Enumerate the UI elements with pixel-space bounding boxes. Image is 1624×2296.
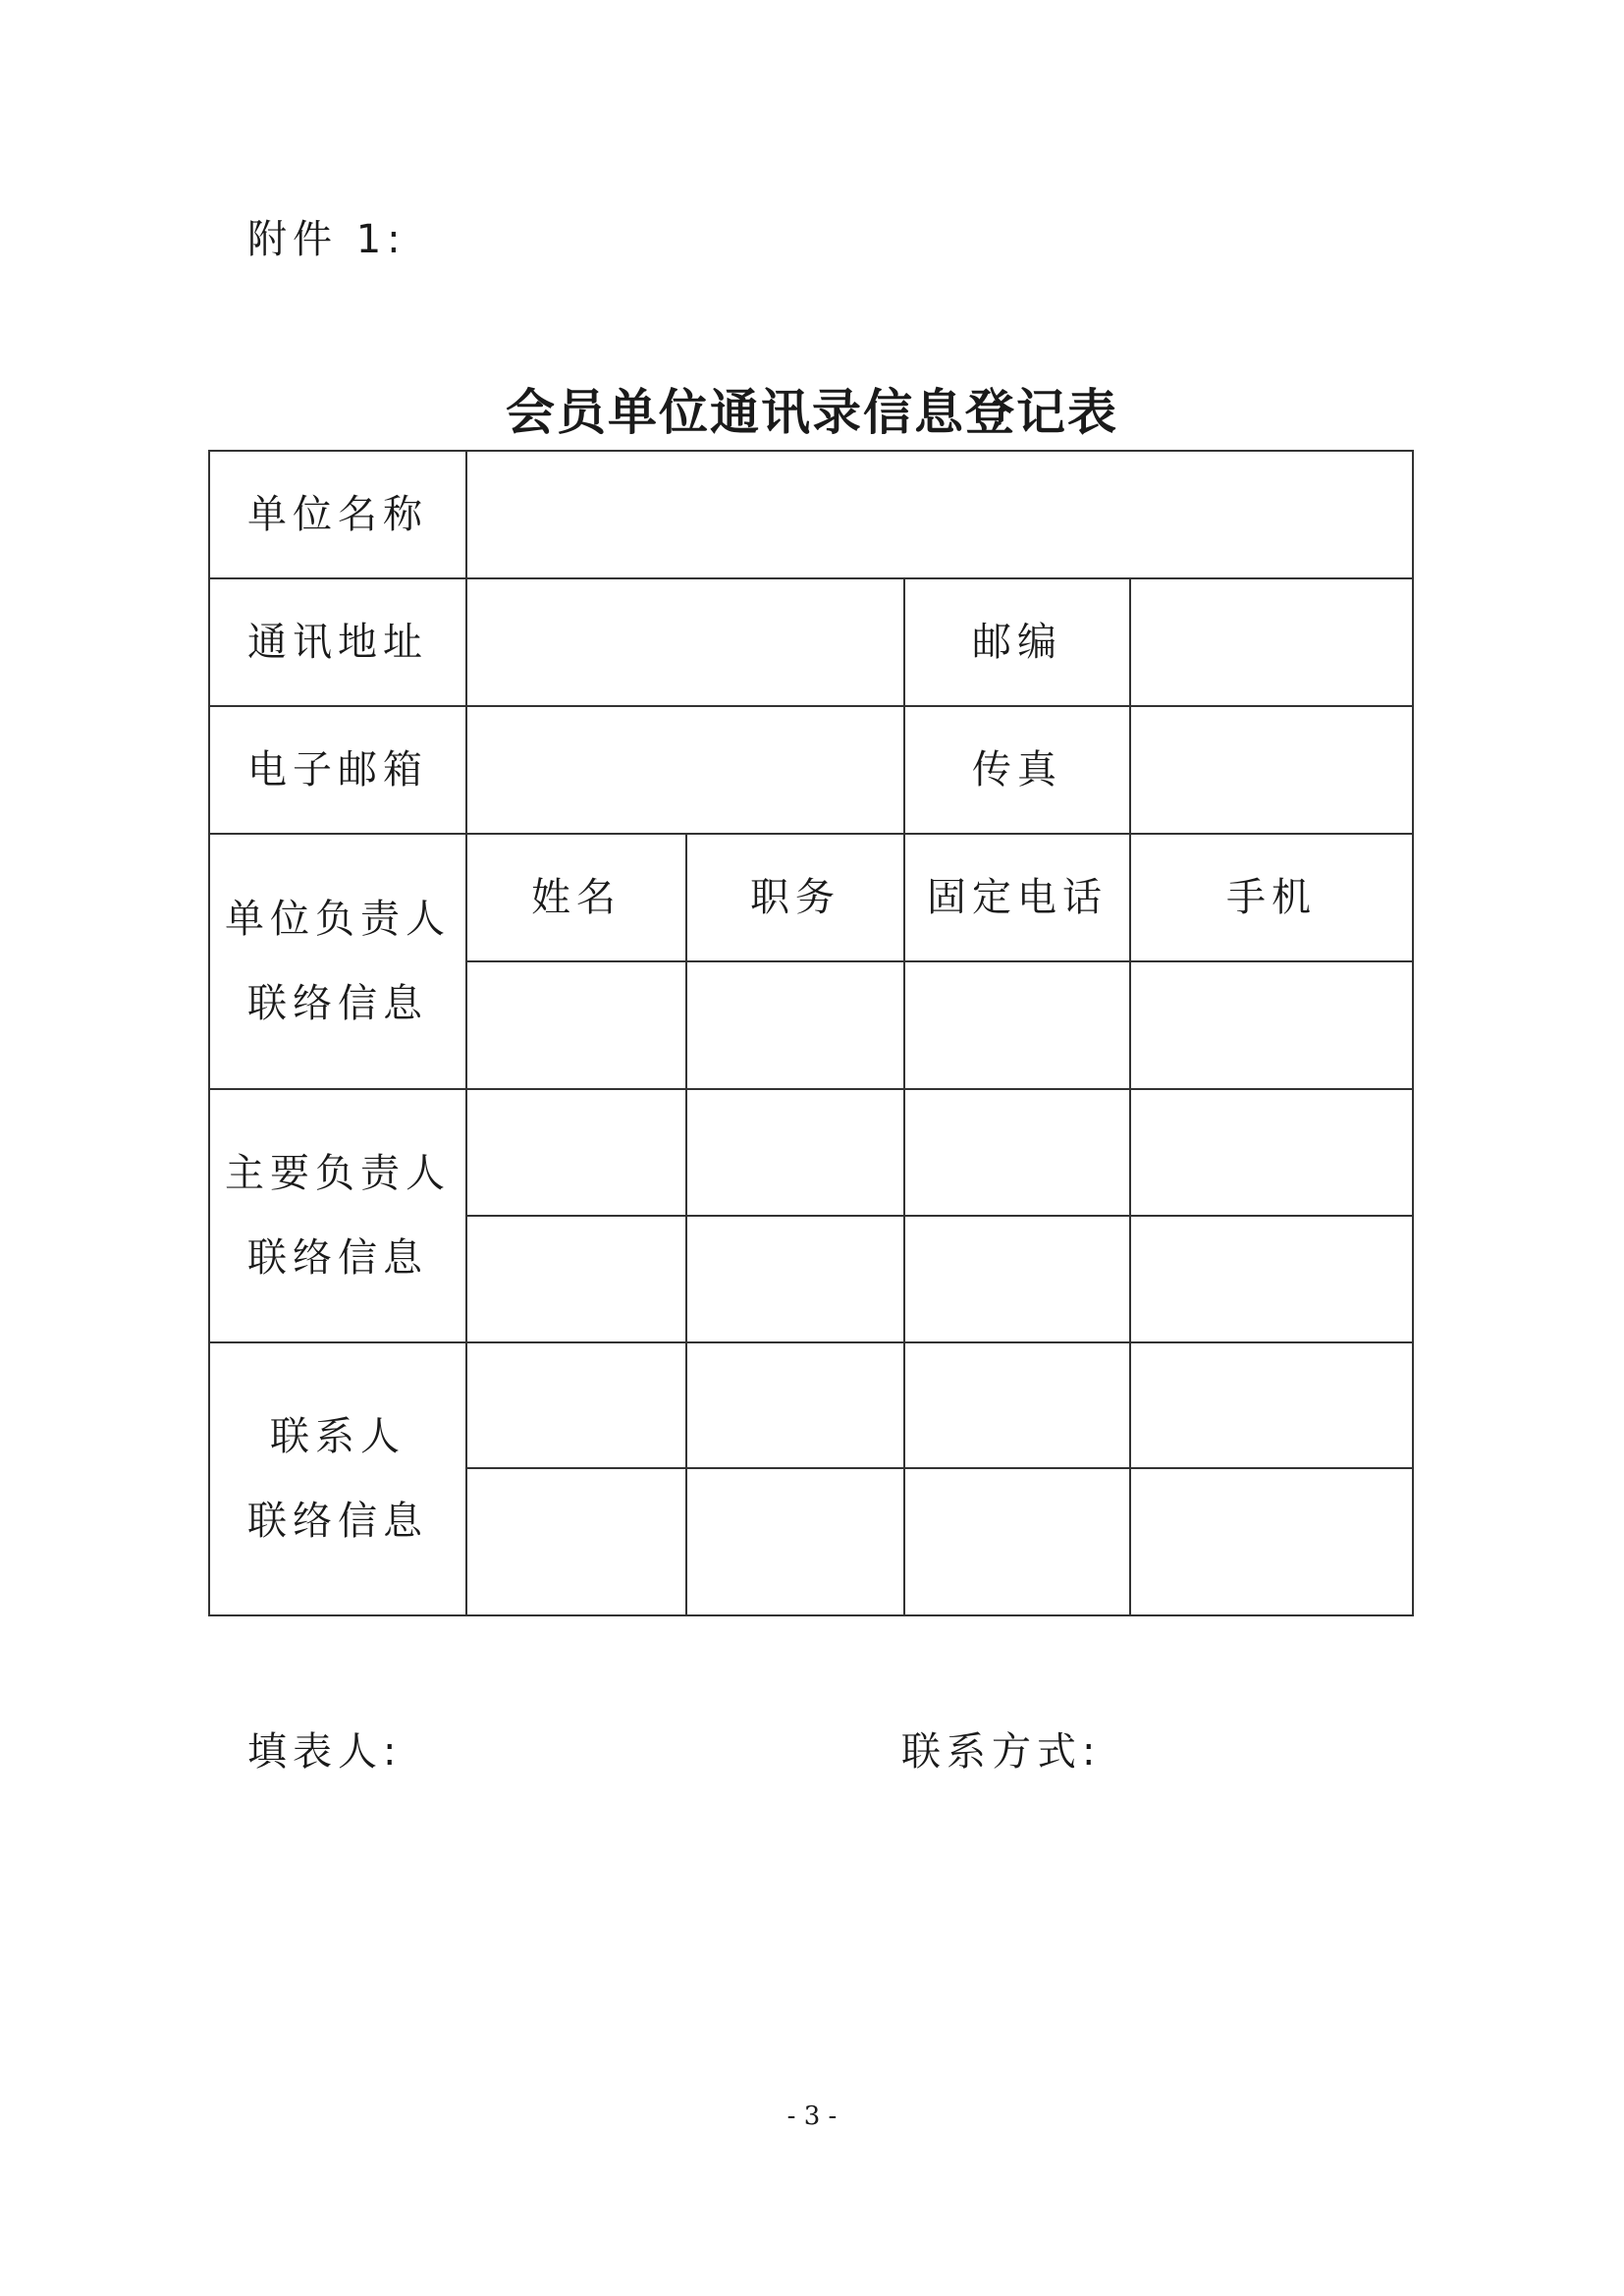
contact-position-field-2[interactable] — [687, 1469, 905, 1614]
contact-mobile-field-2[interactable] — [1131, 1469, 1412, 1614]
contact-name-field-1[interactable] — [467, 1343, 687, 1469]
contact-mobile-field-1[interactable] — [1131, 1343, 1412, 1469]
form-title: 会员单位通讯录信息登记表 — [506, 384, 1118, 441]
registration-table — [208, 450, 1414, 1616]
contact-name-field-2[interactable] — [467, 1469, 687, 1614]
contact-landline-field-1[interactable] — [905, 1343, 1131, 1469]
unit-leader-mobile-field[interactable] — [1131, 962, 1412, 1090]
column-name-header: 姓名 — [467, 835, 687, 962]
main-leader-position-field-2[interactable] — [687, 1217, 905, 1343]
unit-leader-landline-field[interactable] — [905, 962, 1131, 1090]
contact-person-label: 联系人 联络信息 — [210, 1343, 467, 1614]
column-landline-header: 固定电话 — [905, 835, 1131, 962]
contact-position-field-1[interactable] — [687, 1343, 905, 1469]
unit-leader-position-field[interactable] — [687, 962, 905, 1090]
fax-label: 传真 — [905, 707, 1131, 835]
address-label: 通讯地址 — [210, 579, 467, 707]
attachment-label: 附件 1: — [247, 217, 406, 262]
main-leader-mobile-field-2[interactable] — [1131, 1217, 1412, 1343]
column-position-header: 职务 — [687, 835, 905, 962]
column-mobile-header: 手机 — [1131, 835, 1412, 962]
unit-name-label: 单位名称 — [210, 452, 467, 579]
postcode-label: 邮编 — [905, 579, 1131, 707]
main-leader-name-field-2[interactable] — [467, 1217, 687, 1343]
postcode-field[interactable] — [1131, 579, 1412, 707]
main-leader-landline-field-2[interactable] — [905, 1217, 1131, 1343]
address-field[interactable] — [467, 579, 905, 707]
main-leader-name-field-1[interactable] — [467, 1090, 687, 1217]
unit-name-field[interactable] — [467, 452, 1412, 579]
contact-landline-field-2[interactable] — [905, 1469, 1131, 1614]
filler-label: 填表人: — [247, 1729, 403, 1775]
unit-leader-name-field[interactable] — [467, 962, 687, 1090]
email-field[interactable] — [467, 707, 905, 835]
main-leader-mobile-field-1[interactable] — [1131, 1090, 1412, 1217]
main-leader-position-field-1[interactable] — [687, 1090, 905, 1217]
main-leader-label: 主要负责人 联络信息 — [210, 1090, 467, 1343]
unit-leader-label: 单位负责人 联络信息 — [210, 835, 467, 1090]
contact-method-label: 联系方式: — [901, 1729, 1102, 1775]
page-number: - 3 - — [786, 2102, 838, 2131]
main-leader-landline-field-1[interactable] — [905, 1090, 1131, 1217]
fax-field[interactable] — [1131, 707, 1412, 835]
email-label: 电子邮箱 — [210, 707, 467, 835]
